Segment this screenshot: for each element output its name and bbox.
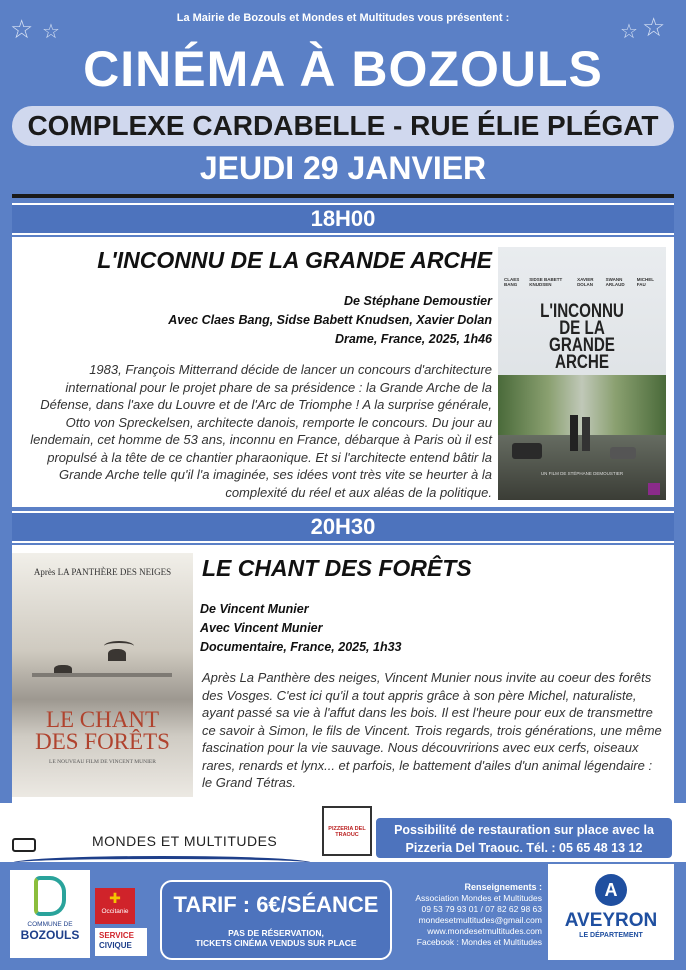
film-meta-2: Documentaire, France, 2025, 1h33 <box>200 640 402 654</box>
distributor-logo <box>648 483 660 495</box>
film-panel-2 <box>12 545 674 803</box>
film-title-1: L'INCONNU DE LA GRANDE ARCHE <box>97 247 492 273</box>
poster-chant <box>12 553 193 797</box>
contact-title: Renseignements : <box>464 882 542 892</box>
film-synopsis-1: 1983, François Mitterrand décide de lancer un concours d'architecture international pour le projet phare de sa présidence : la Grande Arche de la Défense, dans l'axe du Louvre et de l'Arc de Triomphe ! A la surprise générale, Otto von Spreckelsen, architecte danois, remporte le concours. Du jour au lendemain, cet homme de 53 ans, inconnu en France, débarque à Paris où il est propulsé à la tête de ce chantier pharaonique. Et si l'architecte entend bâtir la Grande Arche telle qu'il l'a imaginée, ses idées vont très vite se heurter à la complexité du réel et aux aléas de la politique. <box>30 362 492 500</box>
poster-subtitle: LE NOUVEAU FILM DE VINCENT MUNIER <box>49 759 156 765</box>
service-civique-logo: SERVICE CIVIQUE <box>95 928 147 956</box>
divider <box>12 194 674 198</box>
contact-phone: 09 53 79 93 01 / 07 82 62 98 63 <box>421 904 542 914</box>
camera-icon <box>12 838 36 852</box>
price-text: TARIF : 6€/SÉANCE <box>173 892 379 917</box>
occitanie-logo: ✚ Occitanie <box>95 888 135 924</box>
contact-website: www.mondesetmultitudes.com <box>427 926 542 936</box>
poster-car <box>512 443 542 459</box>
star-icon: ☆ <box>642 12 666 42</box>
contact-facebook: Facebook : Mondes et Multitudes <box>416 937 542 947</box>
film-cast-1: Avec Claes Bang, Sidse Babett Knudsen, Xavier Dolan <box>168 313 492 327</box>
poster-credit: UN FILM DE STÉPHANE DEMOUSTIER <box>540 471 624 476</box>
poster-title: LE CHANT DES FORÊTS <box>35 707 170 754</box>
film-synopsis-2: Après La Panthère des neiges, Vincent Munier nous invite au coeur des forêts des Vosges. C'est ici qu'il a tout appris grâce à son père Michel, naturaliste, ayant passé sa vie à l'affut dans les bois. Il est l'heure pour eux de transmettre ce savoir à Simon, le fils de Vincent. Trois regards, trois générations, une même fascination pour la vie sauvage. Nous découvririons avec eux cerfs, oiseaux rares, renards et lynx... et parfois, le battement d'ailes d'un animal légendaire : le Grand Tétras. <box>202 670 662 790</box>
page-title: CINÉMA À BOZOULS <box>83 41 603 97</box>
mondes-logo-text: MONDES ET MULTITUDES <box>92 833 278 849</box>
star-icon: ☆ <box>620 21 638 43</box>
poster-top-text: Après LA PANTHÈRE DES NEIGES <box>33 567 172 577</box>
price-note-1: PAS DE RÉSERVATION, <box>228 928 324 938</box>
aveyron-a-icon: A <box>595 874 627 906</box>
film-credits-2 <box>200 600 660 657</box>
aveyron-logo: A AVEYRON LE DÉPARTEMENT <box>548 864 674 960</box>
film-director-1: De Stéphane Demoustier <box>344 294 492 308</box>
poster-cast-name: CLAES BANG <box>504 277 520 287</box>
time-bar-2: 20H30 <box>12 511 674 543</box>
contact-email: mondesetmultitudes@gmail.com <box>418 915 542 925</box>
pizzeria-logo: PIZZERIA DEL TRAOUC <box>322 806 372 856</box>
venue-banner: COMPLEXE CARDABELLE - RUE ÉLIE PLÉGAT <box>12 106 674 146</box>
contact-info <box>394 882 542 948</box>
poster-cast-name: SIDSE BABETT KNUDSEN <box>529 277 563 287</box>
star-icon: ☆ <box>10 14 34 44</box>
contact-line: Association Mondes et Multitudes <box>415 893 542 903</box>
price-box <box>160 880 392 960</box>
restaurant-info: Possibilité de restauration sur place avec la Pizzeria Del Traouc. Tél. : 05 65 48 13 12 <box>374 816 674 860</box>
poster-cast-row <box>504 277 660 287</box>
price-note-2: TICKETS CINÉMA VENDUS SUR PLACE <box>195 938 357 948</box>
film-panel-1 <box>12 237 674 507</box>
time-bar-1: 18H00 <box>12 203 674 235</box>
intro-text: La Mairie de Bozouls et Mondes et Multitudes vous présentent : <box>176 12 510 24</box>
poster-cast-name: XAVIER DOLAN <box>577 277 594 287</box>
poster-inconnu <box>498 247 666 500</box>
bozouls-b-icon <box>34 876 66 916</box>
poster-car <box>610 447 636 459</box>
film-credits-1 <box>12 292 492 349</box>
film-title-2: LE CHANT DES FORÊTS <box>202 555 472 581</box>
occitanie-cross-icon: ✚ <box>109 890 121 906</box>
poster-cast-name: SWANN ARLAUD <box>605 277 625 287</box>
film-director-2: De Vincent Munier <box>200 602 309 616</box>
poster-title: L'INCONNU DE LA GRANDE ARCHE <box>540 301 624 373</box>
bozouls-logo: COMMUNE DE BOZOULS <box>10 870 90 958</box>
film-cast-2: Avec Vincent Munier <box>200 621 323 635</box>
film-meta-1: Drame, France, 2025, 1h46 <box>334 332 492 346</box>
deer-antlers <box>104 641 134 651</box>
poster-figure <box>582 417 590 451</box>
poster-figure <box>570 415 578 451</box>
poster-cast-name: MICHEL FAU <box>636 277 654 287</box>
star-icon: ☆ <box>42 21 60 43</box>
water-line <box>32 673 172 677</box>
event-date: JEUDI 29 JANVIER <box>199 150 487 186</box>
